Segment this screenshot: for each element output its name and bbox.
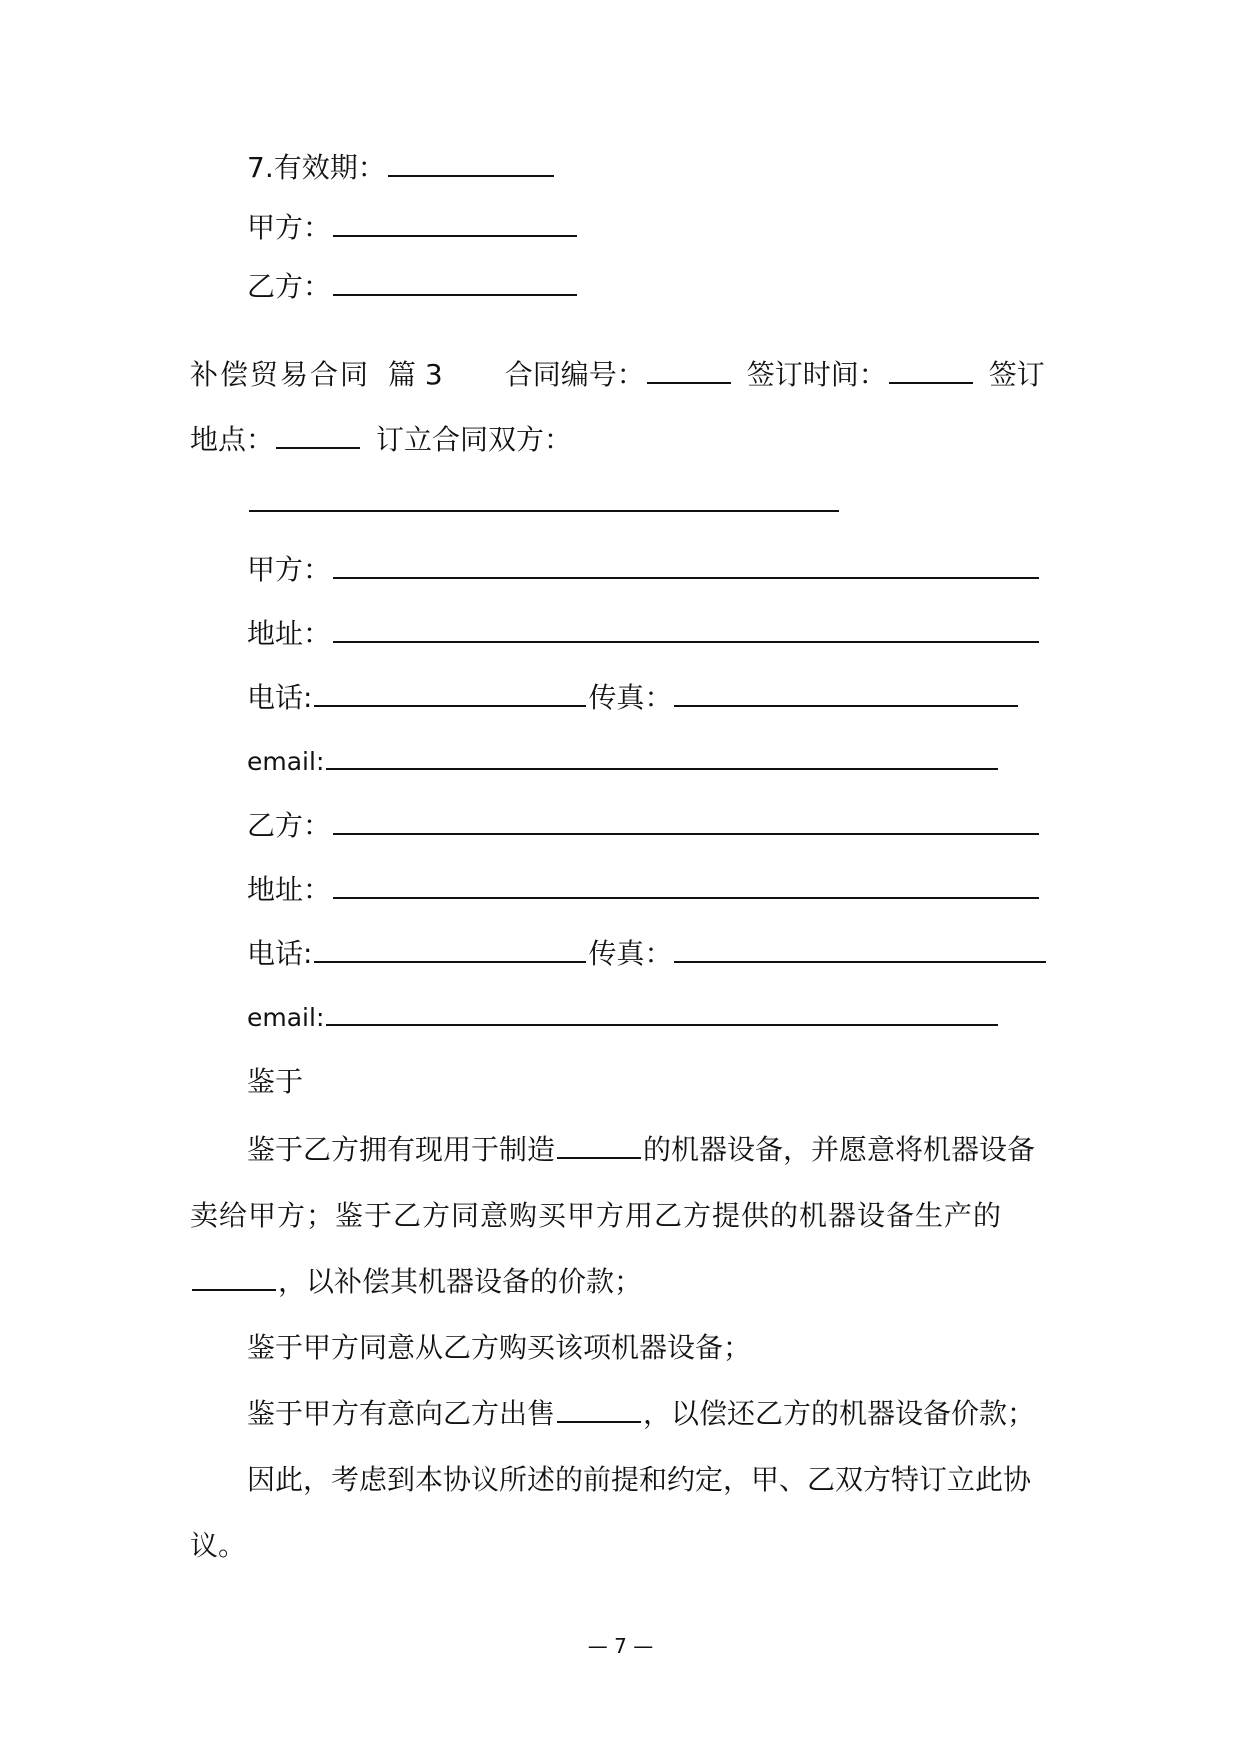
party-b-email-line: [247, 998, 1000, 1038]
parties-blank-line: [247, 484, 841, 512]
party-b-name-blank[interactable]: [333, 807, 1039, 835]
contract-number-blank[interactable]: [647, 356, 731, 384]
therefore-line2: 议。: [190, 1529, 247, 1562]
party-a-phone-blank[interactable]: [314, 679, 586, 707]
party-a-email-line: [247, 742, 1000, 782]
whereas1-goods-blank[interactable]: [192, 1263, 276, 1291]
party-a-name-label: 甲方：: [247, 553, 332, 586]
sign-time-label: 签订时间：: [746, 358, 887, 391]
party-a-name-blank[interactable]: [333, 551, 1039, 579]
party-b-email-label: email:: [247, 1003, 325, 1032]
party-a-email-label: email:: [247, 747, 325, 776]
prev-party-b-label: 乙方：: [247, 270, 332, 303]
party-a-name-line: [247, 550, 1041, 590]
prev-party-a-label: 甲方：: [247, 211, 332, 244]
validity-label: 7.有效期：: [247, 151, 386, 184]
whereas1-part1: 鉴于乙方拥有现用于制造: [247, 1133, 556, 1166]
therefore-line1: 因此，考虑到本协议所述的前提和约定，甲、乙双方特订立此协: [247, 1463, 1032, 1496]
party-b-name-label: 乙方：: [247, 809, 332, 842]
whereas3-goods-blank[interactable]: [557, 1395, 641, 1423]
party-b-fax-label: 传真：: [588, 937, 673, 970]
party-a-address-line: [247, 614, 1041, 654]
contract3-header-line: [190, 355, 1045, 395]
party-b-phone-blank[interactable]: [314, 935, 586, 963]
whereas1-part2: 的机器设备，并愿意将机器设备: [643, 1133, 1036, 1166]
page-number: — 7 —: [587, 1634, 654, 1658]
party-b-name-line: [247, 806, 1041, 846]
party-a-email-blank[interactable]: [326, 742, 998, 770]
sign-place-label-part2: 地点：: [190, 423, 275, 456]
party-a-phone-label: 电话:: [247, 681, 313, 714]
validity-blank[interactable]: [388, 149, 554, 177]
contract-title: 补偿贸易合同: [190, 358, 371, 391]
party-a-phone-fax-line: [247, 678, 1020, 718]
parties-blank[interactable]: [249, 484, 839, 512]
whereas1-product-blank[interactable]: [557, 1131, 641, 1159]
validity-line: [247, 148, 556, 188]
party-b-address-blank[interactable]: [333, 871, 1039, 899]
whereas1-line1: [247, 1130, 1035, 1170]
contract-number-label: 合同编号：: [504, 358, 645, 391]
party-a-fax-blank[interactable]: [674, 679, 1018, 707]
party-b-phone-fax-line: [247, 934, 1048, 974]
party-a-address-blank[interactable]: [333, 615, 1039, 643]
sign-place-line: [190, 420, 572, 460]
party-b-email-blank[interactable]: [326, 998, 998, 1026]
parties-label: 订立合同双方：: [376, 423, 573, 456]
party-a-address-label: 地址：: [247, 617, 332, 650]
prev-party-b-line: [247, 267, 579, 307]
whereas3-part2: ，以偿还乙方的机器设备价款；: [643, 1397, 1036, 1430]
prev-party-b-blank[interactable]: [333, 268, 577, 296]
sign-place-blank[interactable]: [276, 421, 360, 449]
whereas1-line3: ，以补偿其机器设备的价款；: [190, 1262, 642, 1302]
whereas-heading: 鉴于: [247, 1065, 304, 1098]
whereas3-part1: 鉴于甲方有意向乙方出售: [247, 1397, 556, 1430]
prev-party-a-line: [247, 208, 579, 248]
party-b-address-label: 地址：: [247, 873, 332, 906]
sign-time-blank[interactable]: [889, 356, 973, 384]
sign-place-label-part1: 签订: [988, 358, 1045, 391]
party-b-fax-blank[interactable]: [674, 935, 1046, 963]
whereas3-line: [247, 1394, 1035, 1434]
whereas2-line: 鉴于甲方同意从乙方购买该项机器设备；: [247, 1331, 752, 1364]
party-b-address-line: [247, 870, 1041, 910]
party-b-phone-label: 电话:: [247, 937, 313, 970]
prev-party-a-blank[interactable]: [333, 209, 577, 237]
party-a-fax-label: 传真：: [588, 681, 673, 714]
whereas1-line2: 卖给甲方；鉴于乙方同意购买甲方用乙方提供的机器设备生产的: [190, 1199, 1003, 1232]
contract-piece: 篇 3: [388, 358, 443, 391]
